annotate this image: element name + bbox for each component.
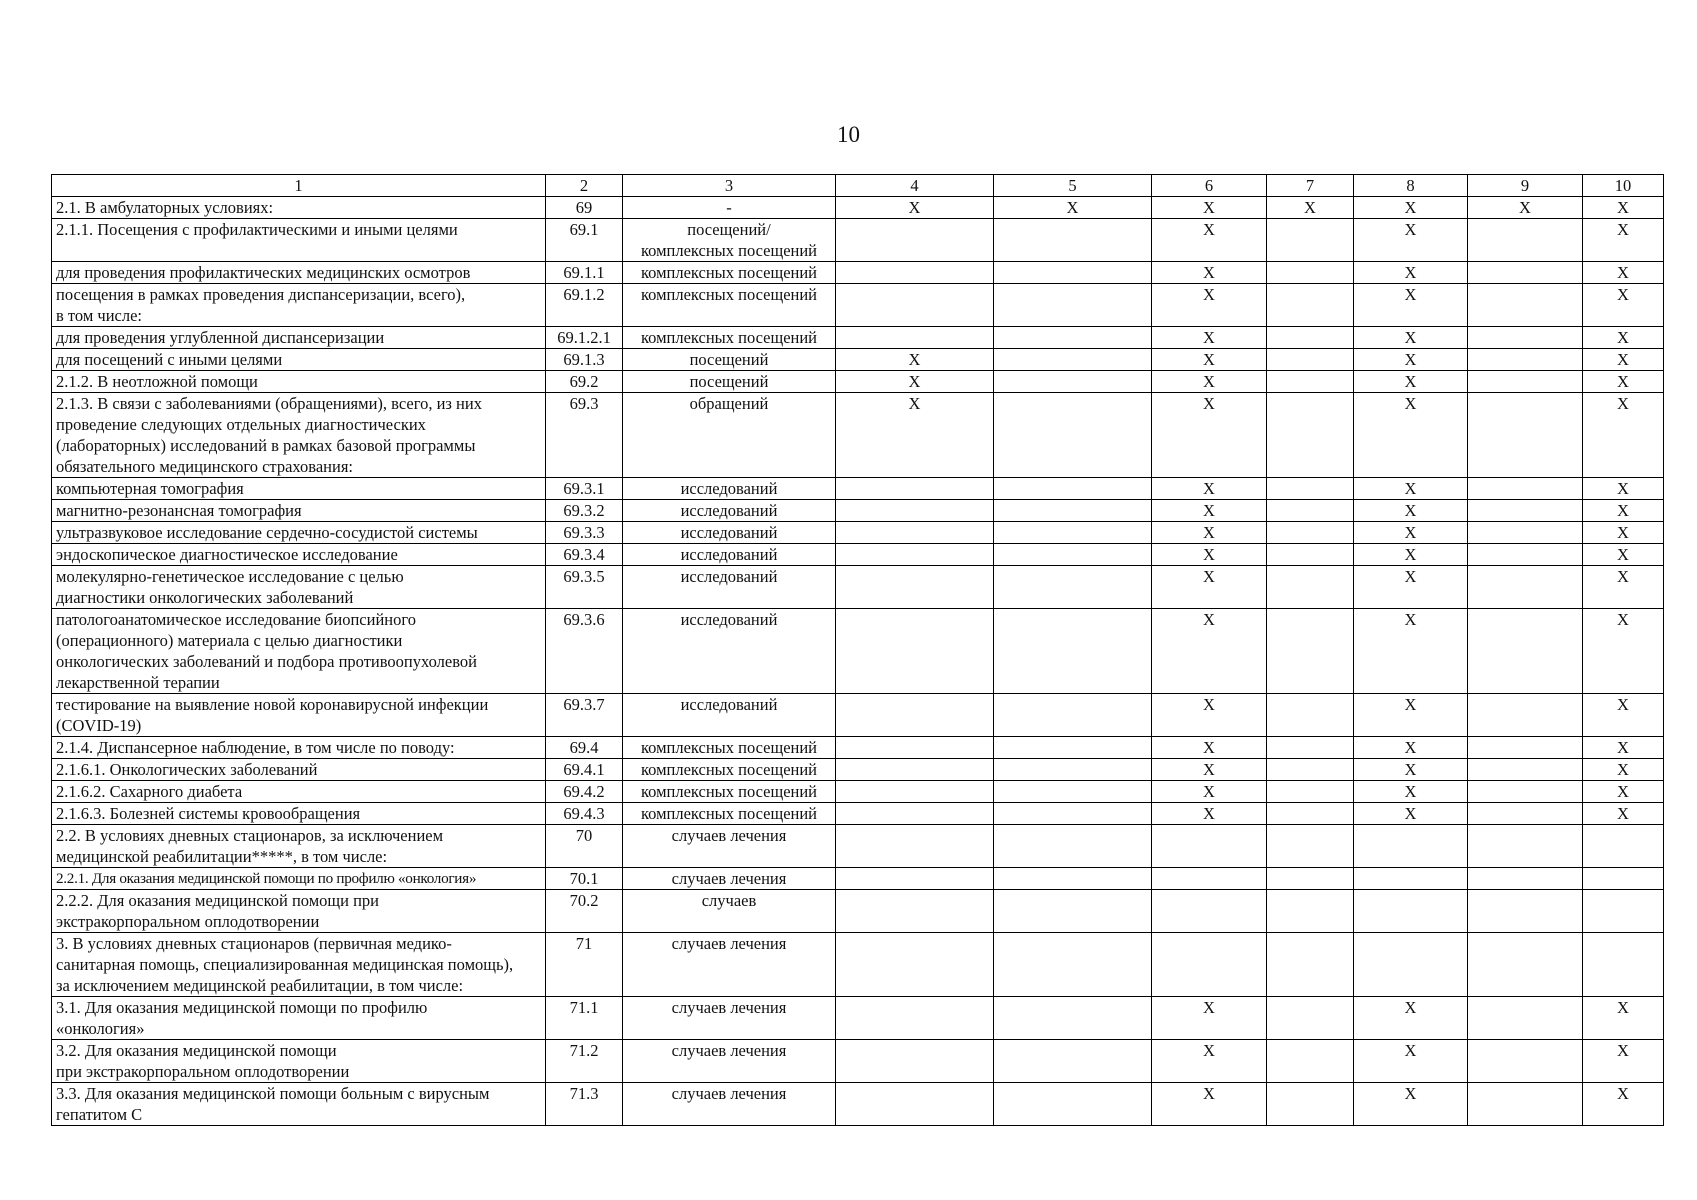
cell-col8 <box>1354 868 1468 890</box>
row-unit: посещений <box>623 371 836 393</box>
row-unit: случаев лечения <box>623 825 836 868</box>
row-label: магнитно-резонансная томография <box>52 500 546 522</box>
cell-col7 <box>1267 349 1354 371</box>
row-unit: случаев лечения <box>623 1040 836 1083</box>
cell-col6 <box>1152 868 1267 890</box>
row-code: 69.1 <box>546 219 623 262</box>
cell-col6: X <box>1152 566 1267 609</box>
row-code: 70.2 <box>546 890 623 933</box>
cell-col8: X <box>1354 262 1468 284</box>
row-code: 69.3.4 <box>546 544 623 566</box>
cell-col8: X <box>1354 609 1468 694</box>
row-unit: комплексных посещений <box>623 781 836 803</box>
row-code: 69.1.3 <box>546 349 623 371</box>
cell-col5 <box>994 544 1152 566</box>
cell-col9 <box>1468 219 1583 262</box>
cell-col5 <box>994 825 1152 868</box>
row-label: для проведения углубленной диспансеризации <box>52 327 546 349</box>
cell-col7 <box>1267 803 1354 825</box>
cell-col10: X <box>1583 262 1664 284</box>
cell-col10: X <box>1583 327 1664 349</box>
cell-col4 <box>836 478 994 500</box>
page-number: 10 <box>837 122 860 147</box>
row-unit: случаев <box>623 890 836 933</box>
cell-col8: X <box>1354 349 1468 371</box>
column-number: 2 <box>546 175 623 197</box>
table-row <box>52 890 1664 933</box>
row-code: 71.2 <box>546 1040 623 1083</box>
row-unit: исследований <box>623 478 836 500</box>
cell-col7 <box>1267 694 1354 737</box>
cell-col9 <box>1468 737 1583 759</box>
cell-col10: X <box>1583 197 1664 219</box>
cell-col9 <box>1468 1083 1583 1126</box>
row-unit: комплексных посещений <box>623 327 836 349</box>
table-row <box>52 997 1664 1040</box>
cell-col5 <box>994 262 1152 284</box>
cell-col4 <box>836 737 994 759</box>
cell-col7 <box>1267 327 1354 349</box>
row-label: 2.1.4. Диспансерное наблюдение, в том числе по поводу: <box>52 737 546 759</box>
cell-col8: X <box>1354 197 1468 219</box>
cell-col8: X <box>1354 371 1468 393</box>
row-unit: исследований <box>623 566 836 609</box>
row-code: 69.1.2.1 <box>546 327 623 349</box>
column-number: 10 <box>1583 175 1664 197</box>
row-unit: посещений <box>623 349 836 371</box>
cell-col7 <box>1267 284 1354 327</box>
cell-col8: X <box>1354 566 1468 609</box>
cell-col7 <box>1267 1083 1354 1126</box>
cell-col9 <box>1468 544 1583 566</box>
row-code: 69.3.5 <box>546 566 623 609</box>
cell-col4 <box>836 825 994 868</box>
cell-col5 <box>994 349 1152 371</box>
cell-col8: X <box>1354 803 1468 825</box>
row-code: 69.4.1 <box>546 759 623 781</box>
cell-col9 <box>1468 371 1583 393</box>
cell-col4 <box>836 933 994 997</box>
cell-col8 <box>1354 933 1468 997</box>
cell-col9 <box>1468 781 1583 803</box>
cell-col9 <box>1468 393 1583 478</box>
cell-col5 <box>994 371 1152 393</box>
column-number: 8 <box>1354 175 1468 197</box>
cell-col4 <box>836 997 994 1040</box>
data-table <box>51 174 1664 1126</box>
row-label: для посещений с иными целями <box>52 349 546 371</box>
row-label: молекулярно-генетическое исследование с целью диагностики онкологических заболеваний <box>52 566 546 609</box>
row-unit: комплексных посещений <box>623 737 836 759</box>
cell-col10: X <box>1583 759 1664 781</box>
row-unit: случаев лечения <box>623 868 836 890</box>
row-code: 70 <box>546 825 623 868</box>
row-code: 69.3.2 <box>546 500 623 522</box>
cell-col6: X <box>1152 781 1267 803</box>
row-unit: исследований <box>623 694 836 737</box>
row-label: компьютерная томография <box>52 478 546 500</box>
cell-col8: X <box>1354 997 1468 1040</box>
cell-col10: X <box>1583 349 1664 371</box>
row-unit: комплексных посещений <box>623 262 836 284</box>
column-number: 4 <box>836 175 994 197</box>
column-number: 5 <box>994 175 1152 197</box>
cell-col6: X <box>1152 737 1267 759</box>
table-row <box>52 393 1664 478</box>
cell-col7 <box>1267 997 1354 1040</box>
table-row <box>52 349 1664 371</box>
cell-col9 <box>1468 566 1583 609</box>
table-row <box>52 759 1664 781</box>
column-number: 7 <box>1267 175 1354 197</box>
cell-col4 <box>836 500 994 522</box>
cell-col8: X <box>1354 544 1468 566</box>
row-label: 2.1.6.3. Болезней системы кровообращения <box>52 803 546 825</box>
row-label: 3.3. Для оказания медицинской помощи больным с вирусным гепатитом С <box>52 1083 546 1126</box>
cell-col7 <box>1267 825 1354 868</box>
row-label: 2.1.3. В связи с заболеваниями (обращениями), всего, из них проведение следующих отдельных диагностических (лабораторных) исследований в рамках базовой программы обязательного медицинского страхования: <box>52 393 546 478</box>
cell-col9 <box>1468 609 1583 694</box>
cell-col10 <box>1583 868 1664 890</box>
cell-col5 <box>994 933 1152 997</box>
table-row <box>52 609 1664 694</box>
cell-col4 <box>836 544 994 566</box>
cell-col6: X <box>1152 327 1267 349</box>
cell-col10: X <box>1583 737 1664 759</box>
cell-col7 <box>1267 219 1354 262</box>
cell-col8: X <box>1354 781 1468 803</box>
row-code: 69.3.1 <box>546 478 623 500</box>
cell-col5 <box>994 1040 1152 1083</box>
row-label: 2.2.2. Для оказания медицинской помощи при экстракорпоральном оплодотворении <box>52 890 546 933</box>
row-code: 71.1 <box>546 997 623 1040</box>
cell-col7 <box>1267 371 1354 393</box>
cell-col4: X <box>836 197 994 219</box>
row-code: 69.1.2 <box>546 284 623 327</box>
cell-col6: X <box>1152 522 1267 544</box>
cell-col5 <box>994 890 1152 933</box>
row-label: 2.1.6.2. Сахарного диабета <box>52 781 546 803</box>
cell-col5 <box>994 997 1152 1040</box>
cell-col5 <box>994 500 1152 522</box>
row-label: 3.1. Для оказания медицинской помощи по профилю «онкология» <box>52 997 546 1040</box>
cell-col10: X <box>1583 566 1664 609</box>
cell-col5 <box>994 868 1152 890</box>
table-row <box>52 1083 1664 1126</box>
row-unit: комплексных посещений <box>623 759 836 781</box>
cell-col10: X <box>1583 1040 1664 1083</box>
cell-col8: X <box>1354 1083 1468 1126</box>
row-code: 71.3 <box>546 1083 623 1126</box>
cell-col6: X <box>1152 544 1267 566</box>
row-code: 71 <box>546 933 623 997</box>
cell-col9 <box>1468 327 1583 349</box>
cell-col10: X <box>1583 478 1664 500</box>
cell-col5 <box>994 478 1152 500</box>
row-code: 69.4.2 <box>546 781 623 803</box>
cell-col10: X <box>1583 219 1664 262</box>
table-row <box>52 781 1664 803</box>
row-label: посещения в рамках проведения диспансеризации, всего), в том числе: <box>52 284 546 327</box>
row-unit: случаев лечения <box>623 933 836 997</box>
cell-col5: X <box>994 197 1152 219</box>
cell-col5 <box>994 327 1152 349</box>
cell-col8: X <box>1354 522 1468 544</box>
cell-col5 <box>994 759 1152 781</box>
cell-col10: X <box>1583 393 1664 478</box>
column-number: 3 <box>623 175 836 197</box>
cell-col5 <box>994 1083 1152 1126</box>
table-row <box>52 1040 1664 1083</box>
row-unit: комплексных посещений <box>623 803 836 825</box>
cell-col6: X <box>1152 262 1267 284</box>
cell-col6: X <box>1152 997 1267 1040</box>
cell-col10: X <box>1583 544 1664 566</box>
cell-col8: X <box>1354 737 1468 759</box>
row-unit: - <box>623 197 836 219</box>
cell-col9: X <box>1468 197 1583 219</box>
cell-col4 <box>836 609 994 694</box>
cell-col6: X <box>1152 197 1267 219</box>
table-row <box>52 219 1664 262</box>
cell-col6: X <box>1152 284 1267 327</box>
table-row <box>52 737 1664 759</box>
cell-col5 <box>994 566 1152 609</box>
table-row <box>52 327 1664 349</box>
cell-col9 <box>1468 933 1583 997</box>
row-code: 69.3.7 <box>546 694 623 737</box>
cell-col6: X <box>1152 349 1267 371</box>
cell-col7 <box>1267 544 1354 566</box>
cell-col7: X <box>1267 197 1354 219</box>
cell-col9 <box>1468 522 1583 544</box>
row-label: 2.2.1. Для оказания медицинской помощи по профилю «онкология» <box>52 868 546 890</box>
cell-col6: X <box>1152 393 1267 478</box>
cell-col10: X <box>1583 781 1664 803</box>
row-code: 69.3 <box>546 393 623 478</box>
cell-col8: X <box>1354 694 1468 737</box>
cell-col6: X <box>1152 803 1267 825</box>
cell-col10: X <box>1583 997 1664 1040</box>
cell-col6 <box>1152 933 1267 997</box>
table-row <box>52 694 1664 737</box>
table-row <box>52 478 1664 500</box>
cell-col9 <box>1468 262 1583 284</box>
cell-col5 <box>994 803 1152 825</box>
cell-col7 <box>1267 393 1354 478</box>
cell-col7 <box>1267 890 1354 933</box>
cell-col10: X <box>1583 371 1664 393</box>
cell-col10 <box>1583 890 1664 933</box>
cell-col4 <box>836 219 994 262</box>
row-label: эндоскопическое диагностическое исследование <box>52 544 546 566</box>
row-unit: посещений/ комплексных посещений <box>623 219 836 262</box>
row-code: 69 <box>546 197 623 219</box>
cell-col6: X <box>1152 219 1267 262</box>
cell-col8: X <box>1354 393 1468 478</box>
cell-col4 <box>836 284 994 327</box>
table-row <box>52 371 1664 393</box>
cell-col4: X <box>836 393 994 478</box>
row-label: для проведения профилактических медицинских осмотров <box>52 262 546 284</box>
cell-col9 <box>1468 1040 1583 1083</box>
cell-col6: X <box>1152 1083 1267 1126</box>
cell-col8: X <box>1354 759 1468 781</box>
row-unit: случаев лечения <box>623 997 836 1040</box>
cell-col7 <box>1267 500 1354 522</box>
cell-col9 <box>1468 284 1583 327</box>
cell-col6: X <box>1152 1040 1267 1083</box>
row-label: ультразвуковое исследование сердечно-сосудистой системы <box>52 522 546 544</box>
cell-col5 <box>994 284 1152 327</box>
cell-col4 <box>836 759 994 781</box>
cell-col6: X <box>1152 371 1267 393</box>
cell-col6 <box>1152 890 1267 933</box>
cell-col7 <box>1267 609 1354 694</box>
cell-col10: X <box>1583 284 1664 327</box>
cell-col8: X <box>1354 478 1468 500</box>
column-number: 6 <box>1152 175 1267 197</box>
column-number-row <box>52 175 1664 197</box>
table-row <box>52 262 1664 284</box>
cell-col6: X <box>1152 500 1267 522</box>
column-number: 1 <box>52 175 546 197</box>
row-label: 3. В условиях дневных стационаров (первичная медико- санитарная помощь, специализированная медицинская помощь), за исключением медицинской реабилитации, в том числе: <box>52 933 546 997</box>
row-code: 69.3.6 <box>546 609 623 694</box>
cell-col4 <box>836 781 994 803</box>
cell-col6: X <box>1152 478 1267 500</box>
row-label: 2.1.1. Посещения с профилактическими и иными целями <box>52 219 546 262</box>
table-row <box>52 284 1664 327</box>
cell-col4 <box>836 868 994 890</box>
cell-col4 <box>836 327 994 349</box>
cell-col7 <box>1267 262 1354 284</box>
cell-col8 <box>1354 825 1468 868</box>
row-label: патологоанатомическое исследование биопсийного (операционного) материала с целью диагностики онкологических заболеваний и подбора противоопухолевой лекарственной терапии <box>52 609 546 694</box>
cell-col5 <box>994 219 1152 262</box>
row-code: 69.4.3 <box>546 803 623 825</box>
cell-col8: X <box>1354 1040 1468 1083</box>
row-code: 69.3.3 <box>546 522 623 544</box>
cell-col7 <box>1267 868 1354 890</box>
row-code: 69.4 <box>546 737 623 759</box>
cell-col6: X <box>1152 609 1267 694</box>
cell-col7 <box>1267 478 1354 500</box>
cell-col4 <box>836 262 994 284</box>
cell-col5 <box>994 694 1152 737</box>
cell-col10: X <box>1583 609 1664 694</box>
cell-col10: X <box>1583 694 1664 737</box>
table-row <box>52 933 1664 997</box>
table-row <box>52 197 1664 219</box>
cell-col5 <box>994 609 1152 694</box>
cell-col8 <box>1354 890 1468 933</box>
cell-col9 <box>1468 890 1583 933</box>
row-label: 2.1.6.1. Онкологических заболеваний <box>52 759 546 781</box>
cell-col9 <box>1468 349 1583 371</box>
cell-col4 <box>836 566 994 609</box>
row-label: 2.1.2. В неотложной помощи <box>52 371 546 393</box>
row-label: 3.2. Для оказания медицинской помощи при экстракорпоральном оплодотворении <box>52 1040 546 1083</box>
cell-col6: X <box>1152 759 1267 781</box>
cell-col4: X <box>836 371 994 393</box>
cell-col4 <box>836 522 994 544</box>
cell-col5 <box>994 522 1152 544</box>
cell-col9 <box>1468 825 1583 868</box>
table-row <box>52 522 1664 544</box>
row-unit: комплексных посещений <box>623 284 836 327</box>
cell-col4: X <box>836 349 994 371</box>
row-unit: исследований <box>623 544 836 566</box>
table-row <box>52 868 1664 890</box>
cell-col7 <box>1267 933 1354 997</box>
cell-col4 <box>836 1040 994 1083</box>
row-code: 69.1.1 <box>546 262 623 284</box>
row-code: 70.1 <box>546 868 623 890</box>
cell-col7 <box>1267 522 1354 544</box>
cell-col8: X <box>1354 284 1468 327</box>
cell-col9 <box>1468 478 1583 500</box>
column-number: 9 <box>1468 175 1583 197</box>
cell-col5 <box>994 737 1152 759</box>
row-label: 2.1. В амбулаторных условиях: <box>52 197 546 219</box>
row-label: 2.2. В условиях дневных стационаров, за исключением медицинской реабилитации*****, в том числе: <box>52 825 546 868</box>
row-unit: случаев лечения <box>623 1083 836 1126</box>
table-row <box>52 566 1664 609</box>
cell-col9 <box>1468 694 1583 737</box>
cell-col6: X <box>1152 694 1267 737</box>
cell-col8: X <box>1354 500 1468 522</box>
cell-col4 <box>836 694 994 737</box>
cell-col10: X <box>1583 803 1664 825</box>
cell-col7 <box>1267 737 1354 759</box>
table-row <box>52 825 1664 868</box>
row-unit: обращений <box>623 393 836 478</box>
cell-col10 <box>1583 933 1664 997</box>
cell-col7 <box>1267 1040 1354 1083</box>
cell-col7 <box>1267 566 1354 609</box>
cell-col10: X <box>1583 1083 1664 1126</box>
cell-col9 <box>1468 803 1583 825</box>
cell-col5 <box>994 393 1152 478</box>
cell-col4 <box>836 803 994 825</box>
cell-col7 <box>1267 759 1354 781</box>
table-row <box>52 803 1664 825</box>
cell-col7 <box>1267 781 1354 803</box>
table-row <box>52 544 1664 566</box>
row-label: тестирование на выявление новой коронавирусной инфекции (COVID-19) <box>52 694 546 737</box>
cell-col5 <box>994 781 1152 803</box>
cell-col4 <box>836 890 994 933</box>
cell-col9 <box>1468 500 1583 522</box>
cell-col9 <box>1468 997 1583 1040</box>
cell-col10: X <box>1583 500 1664 522</box>
cell-col9 <box>1468 868 1583 890</box>
row-unit: исследований <box>623 500 836 522</box>
row-unit: исследований <box>623 609 836 694</box>
row-unit: исследований <box>623 522 836 544</box>
cell-col10: X <box>1583 522 1664 544</box>
cell-col6 <box>1152 825 1267 868</box>
cell-col4 <box>836 1083 994 1126</box>
row-code: 69.2 <box>546 371 623 393</box>
cell-col8: X <box>1354 219 1468 262</box>
table-row <box>52 500 1664 522</box>
cell-col10 <box>1583 825 1664 868</box>
cell-col9 <box>1468 759 1583 781</box>
cell-col8: X <box>1354 327 1468 349</box>
